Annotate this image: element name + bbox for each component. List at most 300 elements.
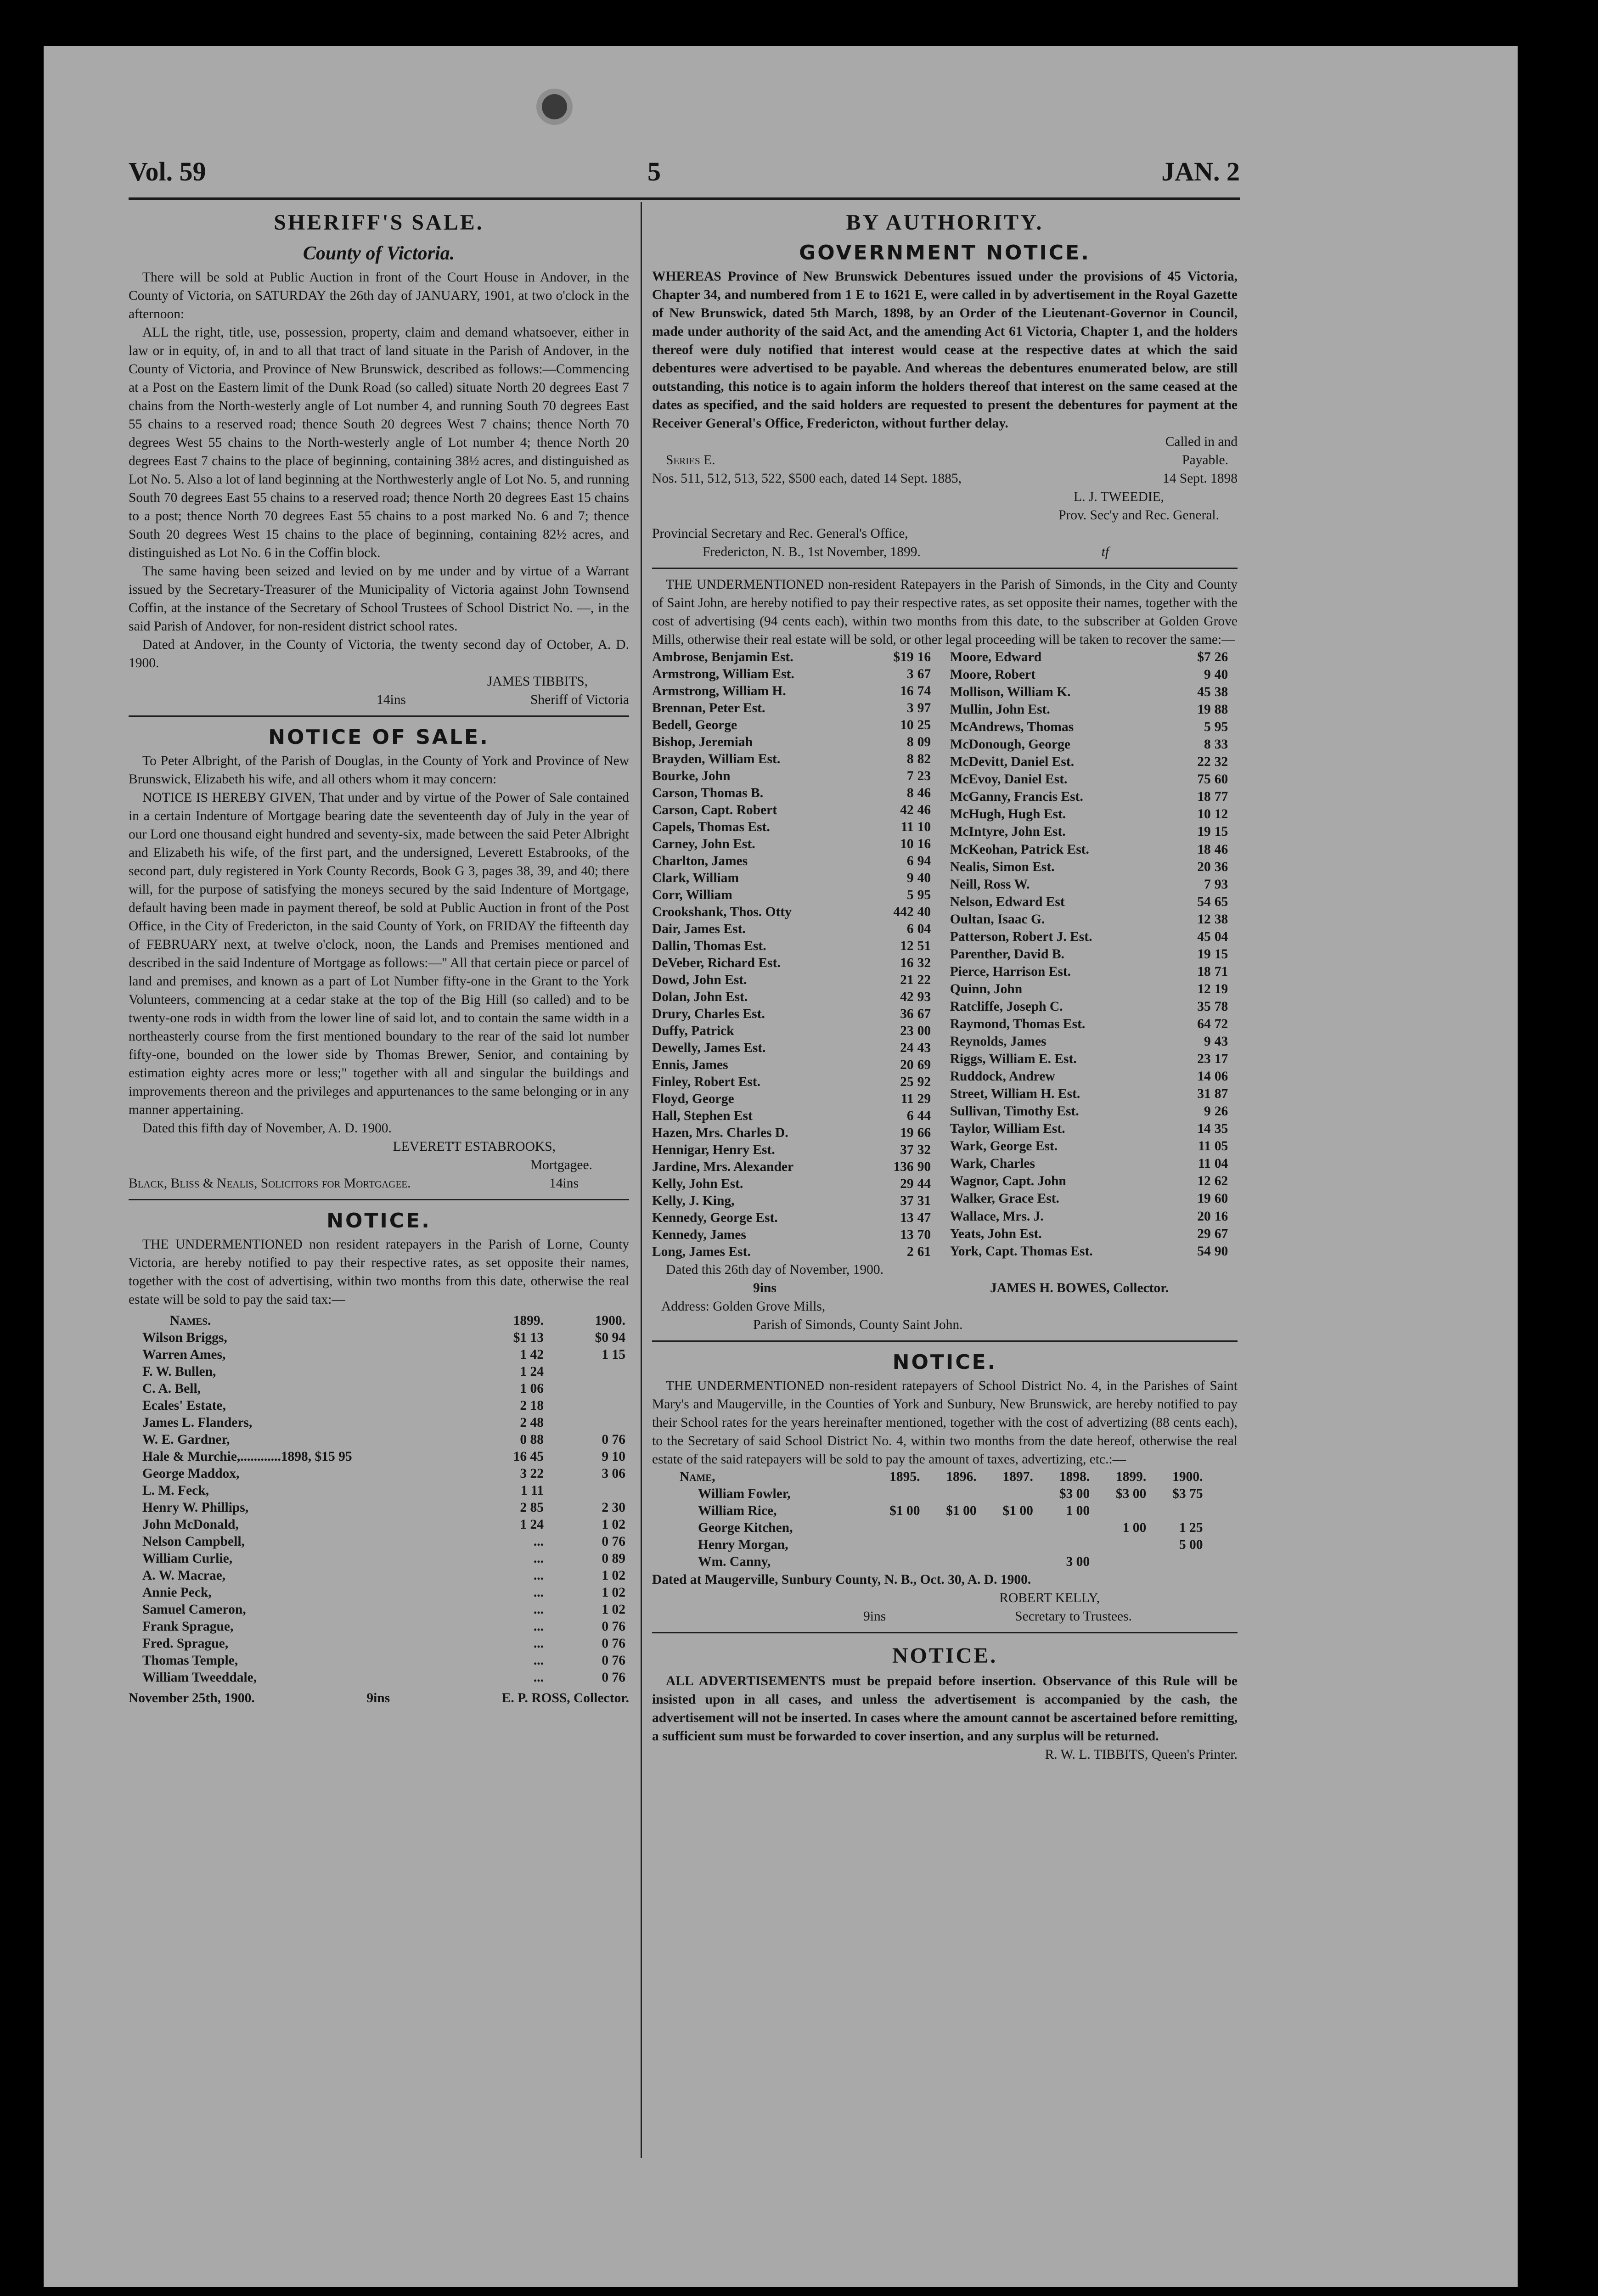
ratepayer-name: Armstrong, William Est. (652, 667, 794, 681)
rate-1899: 1 24 (520, 1364, 544, 1379)
list-item (652, 683, 939, 700)
ratepayer-name: Clark, William (652, 871, 739, 885)
list-item (652, 955, 939, 972)
rate-dollars: 3 (906, 667, 914, 681)
advertisement-notice (652, 1640, 1238, 1764)
rate-cents: 04 (1214, 929, 1228, 944)
list-item (950, 666, 1237, 684)
sale-solicitor-line (129, 1174, 629, 1193)
list-item (652, 1193, 939, 1210)
school-signer: ROBERT KELLY, (999, 1591, 1100, 1605)
list-item (652, 1142, 939, 1159)
ratepayer-name: Pierce, Harrison Est. (950, 964, 1071, 979)
rate-cents: 22 (917, 973, 931, 987)
ratepayer-name: Wilson Briggs, (142, 1330, 227, 1345)
table-row (129, 1601, 629, 1618)
rate-dollars: 29 (1197, 1226, 1211, 1241)
table-row (129, 1363, 629, 1380)
ratepayer-name: Kennedy, George Est. (652, 1210, 778, 1225)
simonds-address2: Parish of Simonds, County Saint John. (753, 1317, 963, 1332)
table-row (129, 1431, 629, 1448)
rate-dollars: 18 (1197, 789, 1211, 805)
rate-1900: 0 76 (602, 1534, 625, 1549)
ratepayer-name: Bishop, Jeremiah (652, 735, 753, 749)
rate-cell (867, 1519, 923, 1536)
ratepayer-name: Moore, Edward (950, 650, 1042, 664)
list-item (652, 1057, 939, 1074)
rate-cell (980, 1519, 1037, 1536)
header-rule (129, 197, 1240, 200)
rate-cents: 67 (917, 667, 931, 681)
list-item (652, 1176, 939, 1193)
rate-dollars: 16 (900, 956, 914, 970)
table-row (129, 1414, 629, 1431)
list-item (950, 1138, 1237, 1155)
rate-1899: 1 06 (520, 1381, 544, 1396)
table-row (129, 1346, 629, 1363)
column-divider (641, 202, 642, 2158)
rate-cents: 67 (917, 1007, 931, 1021)
rate-dollars: 37 (900, 1142, 914, 1157)
called-in: Called in and (1165, 434, 1238, 449)
ad-body: ALL ADVERTISEMENTS must be prepaid before insertion. Observance of this Rule will be insisted upon in all cases, and unless the advertisement is accompanied by the cash, the advertisement will not be inserted. In cases where the amount cannot be ascertained before remitting, a sufficient sum must be forwarded to cover insertion, and any surplus will be returned. (652, 1674, 1238, 1744)
rate-cents: 32 (917, 956, 931, 970)
list-item (652, 751, 939, 768)
list-item (950, 1243, 1237, 1261)
ratepayer-name: Nelson, Edward Est (950, 894, 1065, 909)
list-item (950, 1016, 1237, 1033)
rate-cell (1150, 1553, 1206, 1570)
list-item (950, 1226, 1237, 1243)
ratepayer-name: Kelly, J. King, (652, 1193, 735, 1208)
rate-dollars: 2 (906, 1244, 914, 1259)
rate-cents: 88 (1214, 702, 1228, 717)
ratepayer-name: McHugh, Hugh Est. (950, 807, 1066, 822)
lorne-notice (129, 1207, 629, 1707)
page-header (129, 156, 1240, 193)
ratepayer-name: Sullivan, Timothy Est. (950, 1104, 1079, 1119)
sheriffs-sale (129, 207, 629, 709)
rate-dollars: 3 (906, 701, 914, 715)
simonds-address: Address: Golden Grove Mills, (661, 1299, 826, 1314)
rate-cell: $3 75 (1172, 1486, 1203, 1501)
table-row (129, 1482, 629, 1499)
ratepayer-name: Annie Peck, (142, 1585, 212, 1600)
ratepayer-name: Raymond, Thomas Est. (950, 1016, 1086, 1031)
rate-dollars: 6 (906, 922, 914, 936)
list-item (950, 1190, 1237, 1208)
ratepayer-name: Quinn, John (950, 981, 1023, 996)
table-header (129, 1312, 629, 1329)
list-item (652, 870, 939, 887)
rate-dollars: 14 (1197, 1121, 1211, 1137)
rate-1900: 0 76 (602, 1432, 625, 1447)
ratepayer-name: Duffy, Patrick (652, 1024, 734, 1038)
list-item (652, 836, 939, 853)
rate-1899: ... (533, 1670, 544, 1685)
rate-cents: 60 (1214, 772, 1228, 787)
rate-cents: 25 (917, 718, 931, 732)
rate-dollars: 12 (1197, 912, 1211, 927)
simonds-ins: 9ins (753, 1281, 776, 1295)
rate-1899: 2 48 (520, 1415, 544, 1430)
volume-number: Vol. 59 (129, 157, 206, 186)
list-item (652, 972, 939, 989)
table-row (129, 1448, 629, 1465)
rate-cents: 32 (1214, 754, 1228, 770)
rate-dollars: 22 (1197, 754, 1211, 770)
list-item (950, 963, 1237, 981)
rate-1899: 1 11 (521, 1483, 544, 1498)
table-row (129, 1533, 629, 1550)
rate-dollars: 5 (906, 888, 914, 902)
ratepayer-name: Warren Ames, (142, 1347, 226, 1362)
rate-dollars: 8 (906, 786, 914, 800)
list-item (950, 929, 1237, 946)
payable: Payable. (1182, 453, 1228, 467)
list-item (950, 876, 1237, 894)
rate-cell (923, 1536, 980, 1553)
rate-cents: 32 (917, 1142, 931, 1157)
ratepayer-name: Henry Morgan, (698, 1537, 788, 1552)
ratepayer-name: Street, William H. Est. (950, 1086, 1080, 1102)
rate-dollars: 18 (1197, 964, 1211, 979)
sheriff-sign-line (129, 691, 629, 709)
table-row (129, 1567, 629, 1584)
rate-1899: 2 85 (520, 1500, 544, 1515)
rate-cell: $1 00 (946, 1503, 977, 1518)
column-header: 1897. (1002, 1469, 1033, 1484)
rate-cents: 06 (1214, 1069, 1228, 1084)
ratepayer-name: McKeohan, Patrick Est. (950, 842, 1089, 857)
ratepayer-name: Ambrose, Benjamin Est. (652, 650, 793, 664)
rate-cents: 67 (1214, 1226, 1228, 1241)
rate-1900: 0 76 (602, 1619, 625, 1634)
list-item (950, 1051, 1237, 1068)
rate-dollars: 42 (900, 803, 914, 817)
rate-cell: $1 00 (889, 1503, 920, 1518)
rate-dollars: 13 (900, 1227, 914, 1242)
list-item (950, 894, 1237, 911)
list-item (652, 1210, 939, 1227)
school-body: THE UNDERMENTIONED non-resident ratepayers of School District No. 4, in the Parishes of Saint Mary's and Maugerville, in the Counties of York and Sunbury, New Brunswick, are hereby notified to pay their School rates for the years hereinafter mentioned, together with the cost of advertizing (88 cents each), to the Secretary of said School District No. 4, within two months from the date hereof, otherwise the real estate of the said ratepayers will be sold to pay the amount of taxes, advertizing, etc.:— (652, 1379, 1238, 1467)
rate-dollars: 19 (1197, 1191, 1211, 1206)
rate-cents: 05 (1214, 1139, 1228, 1154)
rate-1899: ... (533, 1602, 544, 1617)
rate-dollars: 23 (1197, 1052, 1211, 1067)
rate-1900: 1 02 (602, 1517, 625, 1532)
ratepayer-name: Wark, George Est. (950, 1139, 1058, 1154)
rate-1900 (547, 1397, 629, 1414)
rate-cents: 93 (917, 990, 931, 1004)
column-header: 1898. (1059, 1469, 1090, 1484)
rate-cell (867, 1486, 923, 1503)
ratepayer-name: Hale & Murchie,............1898, $15 95 (142, 1449, 352, 1464)
rate-cell: $3 00 (1059, 1486, 1090, 1501)
table-row (129, 1465, 629, 1482)
list-item (950, 771, 1237, 788)
col-1899: 1899. (513, 1313, 544, 1328)
ratepayer-name: Wm. Canny, (698, 1554, 771, 1569)
list-item (652, 785, 939, 802)
ratepayer-name: Nelson Campbell, (142, 1534, 245, 1549)
lorne-ins: 9ins (366, 1691, 390, 1705)
rate-cents: 12 (1214, 807, 1228, 822)
rate-cents: 43 (917, 1041, 931, 1055)
ratepayer-name: Parenther, David B. (950, 946, 1064, 962)
rate-dollars: 11 (1198, 1156, 1211, 1171)
section-rule (129, 1199, 629, 1200)
sheriff-dated: Dated at Andover, in the County of Victoria, the twenty second day of October, A. D. 1900. (129, 637, 629, 670)
rate-dollars: 7 (1204, 877, 1211, 892)
rate-cents: 36 (1214, 859, 1228, 874)
rate-dollars: 9 (1204, 1034, 1211, 1049)
sale-dated: Dated this fifth day of November, A. D. 1900. (142, 1121, 392, 1136)
rate-cents: 93 (1214, 877, 1228, 892)
list-item (950, 1033, 1237, 1051)
school-notice-title: NOTICE. (892, 1351, 997, 1374)
gov-signer: L. J. TWEEDIE, (1074, 490, 1164, 504)
rate-cents: 46 (1214, 842, 1228, 857)
rate-1900: $0 94 (595, 1330, 625, 1345)
rate-dollars: 10 (900, 718, 914, 732)
rate-1900: 1 02 (602, 1602, 625, 1617)
rate-cell (923, 1486, 980, 1503)
table-row (129, 1380, 629, 1397)
school-rates-table (680, 1469, 1207, 1570)
ratepayer-name: Armstrong, William H. (652, 684, 786, 698)
list-item (652, 802, 939, 819)
rate-cell: 3 00 (1066, 1554, 1090, 1569)
ratepayer-name: William Rice, (698, 1503, 777, 1518)
ratepayer-name: L. M. Feck, (142, 1483, 209, 1498)
nos-date: 14 Sept. 1898 (1162, 471, 1238, 486)
ratepayer-name: Drury, Charles Est. (652, 1007, 765, 1021)
rate-cents: 90 (917, 1159, 931, 1174)
ratepayer-name: Henry W. Phillips, (142, 1500, 249, 1515)
ratepayer-name: Jardine, Mrs. Alexander (652, 1159, 794, 1174)
list-item (950, 806, 1237, 823)
school-notice (652, 1348, 1238, 1626)
simonds-lists (652, 649, 1238, 1261)
rate-dollars: 11 (900, 820, 914, 834)
rate-cents: 29 (917, 1092, 931, 1106)
list-item (652, 700, 939, 717)
list-item (950, 946, 1237, 963)
ratepayer-name: Wark, Charles (950, 1156, 1035, 1171)
gov-office: Provincial Secretary and Rec. General's Office, (652, 526, 908, 541)
ratepayer-name: Hall, Stephen Est (652, 1109, 753, 1123)
table-header (680, 1469, 1207, 1486)
ratepayer-name: Kennedy, James (652, 1227, 746, 1242)
rate-cell: $1 00 (1002, 1503, 1033, 1518)
rate-cents: 92 (917, 1075, 931, 1089)
column-header: 1899. (1115, 1469, 1147, 1484)
ratepayer-name: Frank Sprague, (142, 1619, 234, 1634)
simonds-signer: JAMES H. BOWES, Collector. (990, 1281, 1169, 1295)
table-row (129, 1669, 629, 1686)
list-item (652, 887, 939, 904)
rate-cents: 66 (917, 1125, 931, 1140)
rate-dollars: 10 (900, 837, 914, 851)
rate-cents: 33 (1214, 737, 1228, 752)
rate-dollars: 11 (900, 1092, 914, 1106)
rate-cents: 82 (917, 752, 931, 766)
rate-1899: ... (533, 1568, 544, 1583)
rate-dollars: 442 (893, 905, 914, 919)
table-row (680, 1519, 1207, 1536)
ratepayer-name: Nealis, Simon Est. (950, 859, 1055, 874)
debenture-numbers (652, 469, 1238, 488)
rate-cents: 95 (917, 888, 931, 902)
ratepayer-name: Riggs, William E. Est. (950, 1052, 1077, 1067)
list-item (950, 859, 1237, 876)
left-column (129, 207, 629, 1707)
lorne-notice-title: NOTICE. (326, 1209, 431, 1232)
section-rule (652, 1340, 1238, 1342)
notice-of-sale (129, 723, 629, 1193)
ratepayer-name: Ruddock, Andrew (950, 1069, 1055, 1084)
sheriff-role: Sheriff of Victoria (530, 692, 629, 707)
rate-cents: 40 (917, 905, 931, 919)
rate-cell (867, 1553, 923, 1570)
rate-cents: 10 (917, 820, 931, 834)
rate-cents: 15 (1214, 946, 1228, 962)
table-row (680, 1503, 1207, 1519)
rate-cents: 00 (917, 1024, 931, 1038)
rate-1899: 16 45 (513, 1449, 544, 1464)
gov-role: Prov. Sec'y and Rec. General. (1058, 508, 1219, 523)
rate-cents: 70 (917, 1227, 931, 1242)
rate-cents: 65 (1214, 894, 1228, 909)
ratepayer-name: Mollison, William K. (950, 685, 1071, 700)
rate-dollars: $7 (1197, 650, 1211, 664)
ratepayer-name: Hazen, Mrs. Charles D. (652, 1125, 788, 1140)
rate-dollars: 19 (1197, 946, 1211, 962)
rate-cell (1150, 1503, 1206, 1519)
rate-cents: 74 (917, 684, 931, 698)
rate-1899: 1 42 (520, 1347, 544, 1362)
table-row (680, 1536, 1207, 1553)
rate-cents: 71 (1214, 964, 1228, 979)
simonds-body: THE UNDERMENTIONED non-resident Ratepayers in the Parish of Simonds, in the City and County of Saint John, are hereby notified to pay their respective rates, as set opposite their names, together with the cost of advertising (94 cents each), within two months from this date, to the subscriber at Golden Grove Mills, otherwise their real estate will be sold, or other legal proceeding will be taken to recover the same:— (652, 577, 1238, 647)
ratepayer-name: Brayden, William Est. (652, 752, 781, 766)
rate-cell (980, 1553, 1037, 1570)
ratepayer-name: A. W. Macrae, (142, 1568, 226, 1583)
rate-1900: 0 76 (602, 1653, 625, 1668)
gov-office-line (652, 543, 1238, 561)
sheriff-ins: 14ins (377, 692, 406, 707)
rate-dollars: 36 (900, 1007, 914, 1021)
sale-ins: 14ins (549, 1176, 579, 1191)
rate-cents: 35 (1214, 1121, 1228, 1137)
sale-signer: LEVERETT ESTABROOKS, (393, 1139, 556, 1154)
list-item (652, 717, 939, 734)
sheriff-description: ALL the right, title, use, possession, property, claim and demand whatsoever, either in law or in equity, of, in and to all that tract of land situate in the Parish of Andover, in the County of Victoria, and Province of New Brunswick, described as follows:—Commencing at a Post on the Eastern limit of the Dunk Road (so called) situate North 20 degrees East 7 chains from the North-westerly angle of Lot number 4, and running South 70 degrees East 55 chains to a reserved road; thence South 20 degrees West 7 chains; thence North 70 degrees West 55 chains to the North-westerly angle of Lot number 4; thence North 20 degrees East 7 chains to the place of beginning, containing 38½ acres, and distinguished as Lot No. 5. Also a lot of land beginning at the Northwesterly angle of Lot No. 5, and running South 70 degrees East 55 chains to a reserved road; thence North 20 degrees East 15 chains to a post; thence North 70 degrees East 55 chains to a post marked No. 6 and 7; thence South 20 degrees West 15 chains to the place of beginning, containing 82½ acres, and distinguished as Lot No. 6 in the Coffin block. (129, 325, 629, 560)
ratepayer-name: Floyd, George (652, 1092, 734, 1106)
rate-cell: 1 00 (1066, 1503, 1090, 1518)
rate-dollars: 25 (900, 1075, 914, 1089)
ratepayer-name: Dowd, John Est. (652, 973, 747, 987)
rate-cell (980, 1486, 1037, 1503)
list-item (652, 1125, 939, 1142)
list-item (652, 989, 939, 1006)
rate-cents: 38 (1214, 912, 1228, 927)
list-item (652, 1227, 939, 1244)
rate-dollars: 64 (1197, 1016, 1211, 1031)
table-row (129, 1550, 629, 1567)
ratepayer-name: Wagnor, Capt. John (950, 1174, 1066, 1189)
ratepayer-name: McDonough, George (950, 737, 1070, 752)
rate-1900: 0 89 (602, 1551, 625, 1566)
rate-dollars: 12 (900, 939, 914, 953)
rate-cents: 19 (1214, 981, 1228, 996)
nos: Nos. 511, 512, 513, 522, $500 each, dated 14 Sept. 1885, (652, 471, 962, 486)
rate-dollars: 16 (900, 684, 914, 698)
rate-cell (1037, 1519, 1093, 1536)
rate-dollars: 12 (1197, 1174, 1211, 1189)
rate-1900: 3 06 (602, 1466, 625, 1481)
table-row (680, 1486, 1207, 1503)
rate-cents: 26 (1214, 1104, 1228, 1119)
lorne-body: THE UNDERMENTIONED non resident ratepayers in the Parish of Lorne, County Victoria, are hereby notified to pay their respective rates, as set opposite their names, together with the cost of advertising, within two months from this date, otherwise the real estate will be sold to pay the said tax:— (129, 1237, 629, 1307)
list-item (950, 649, 1237, 666)
ratepayer-name: McDevitt, Daniel Est. (950, 754, 1075, 770)
ratepayer-name: Thomas Temple, (142, 1653, 238, 1668)
list-item (950, 788, 1237, 806)
rate-dollars: 9 (1204, 667, 1211, 682)
rate-1900: 2 30 (602, 1500, 625, 1515)
column-header: Name, (680, 1469, 715, 1484)
ratepayer-name: Wallace, Mrs. J. (950, 1209, 1044, 1224)
rate-dollars: 6 (906, 854, 914, 868)
ratepayer-name: Taylor, William Est. (950, 1121, 1065, 1137)
rate-cents: 87 (1214, 1086, 1228, 1102)
list-item (950, 1103, 1237, 1120)
list-item (950, 1173, 1237, 1190)
rate-1900: 0 76 (602, 1636, 625, 1651)
ratepayer-name: James L. Flanders, (142, 1415, 253, 1430)
list-item (652, 768, 939, 785)
rate-dollars: 11 (1198, 1139, 1211, 1154)
list-item (950, 1068, 1237, 1086)
ratepayer-name: Brennan, Peter Est. (652, 701, 765, 715)
ratepayer-name: McIntyre, John Est. (950, 824, 1066, 839)
rate-1899: ... (533, 1636, 544, 1651)
list-item (652, 1159, 939, 1176)
sale-body: NOTICE IS HEREBY GIVEN, That under and by virtue of the Power of Sale contained in a certain Indenture of Mortgage bearing date the seventeenth day of July in the year of our Lord one thousand eight hundred and seventy-six, made between the said Peter Albright and Elizabeth his wife, of the first part, and the undersigned, Leverett Estabrooks, of the second part, duly registered in York County Records, Book G 3, pages 38, 39, and 40; there will, for the purpose of satisfying the moneys secured by the said Indenture of Mortgage, default having been made in payment thereof, be sold at Public Auction in front of the Post Office, in the City of Fredericton, in the said County of York, on FRIDAY the fifteenth day of FEBRUARY next, at twelve o'clock, noon, the Lands and Premises mentioned and described in the said Indenture of Mortgage as follows:—" All that certain piece or parcel of land and premises, and known as a part of Lot Number fifty-one in the Grant to the York Volunteers, commencing at a cedar stake at the top of the Big Hill (so called) and to be twenty-one rods in width from the lower line of said lot, and to contain the same width in a northeasterly course from the first mentioned boundary to the rear of the said lot number fifty-one, bounded on the lower side by Thomas Brewer, Senior, and containing by estimation eighty acres more or less;" together with all and singular the buildings and improvements thereon and the privileges and appurtenances to the same belonging or in any manner appertaining. (129, 790, 629, 1117)
rate-cell (980, 1536, 1037, 1553)
list-item (652, 1244, 939, 1261)
rate-cents: 62 (1214, 1174, 1228, 1189)
rate-dollars: 12 (1197, 981, 1211, 996)
school-sign-line (652, 1607, 1238, 1626)
rate-dollars: 5 (1204, 720, 1211, 735)
table-row (129, 1329, 629, 1346)
ratepayer-name: Long, James Est. (652, 1244, 751, 1259)
rate-dollars: 8 (1204, 737, 1211, 752)
ratepayer-name: F. W. Bullen, (142, 1364, 216, 1379)
list-item (652, 1040, 939, 1057)
rate-1900 (547, 1380, 629, 1397)
ad-notice-title: NOTICE. (892, 1643, 998, 1668)
rate-dollars: 37 (900, 1193, 914, 1208)
ratepayer-name: Dallin, Thomas Est. (652, 939, 766, 953)
government-notice (652, 207, 1238, 561)
ratepayer-name: Mullin, John Est. (950, 702, 1050, 717)
list-item (652, 921, 939, 938)
list-item (652, 1023, 939, 1040)
